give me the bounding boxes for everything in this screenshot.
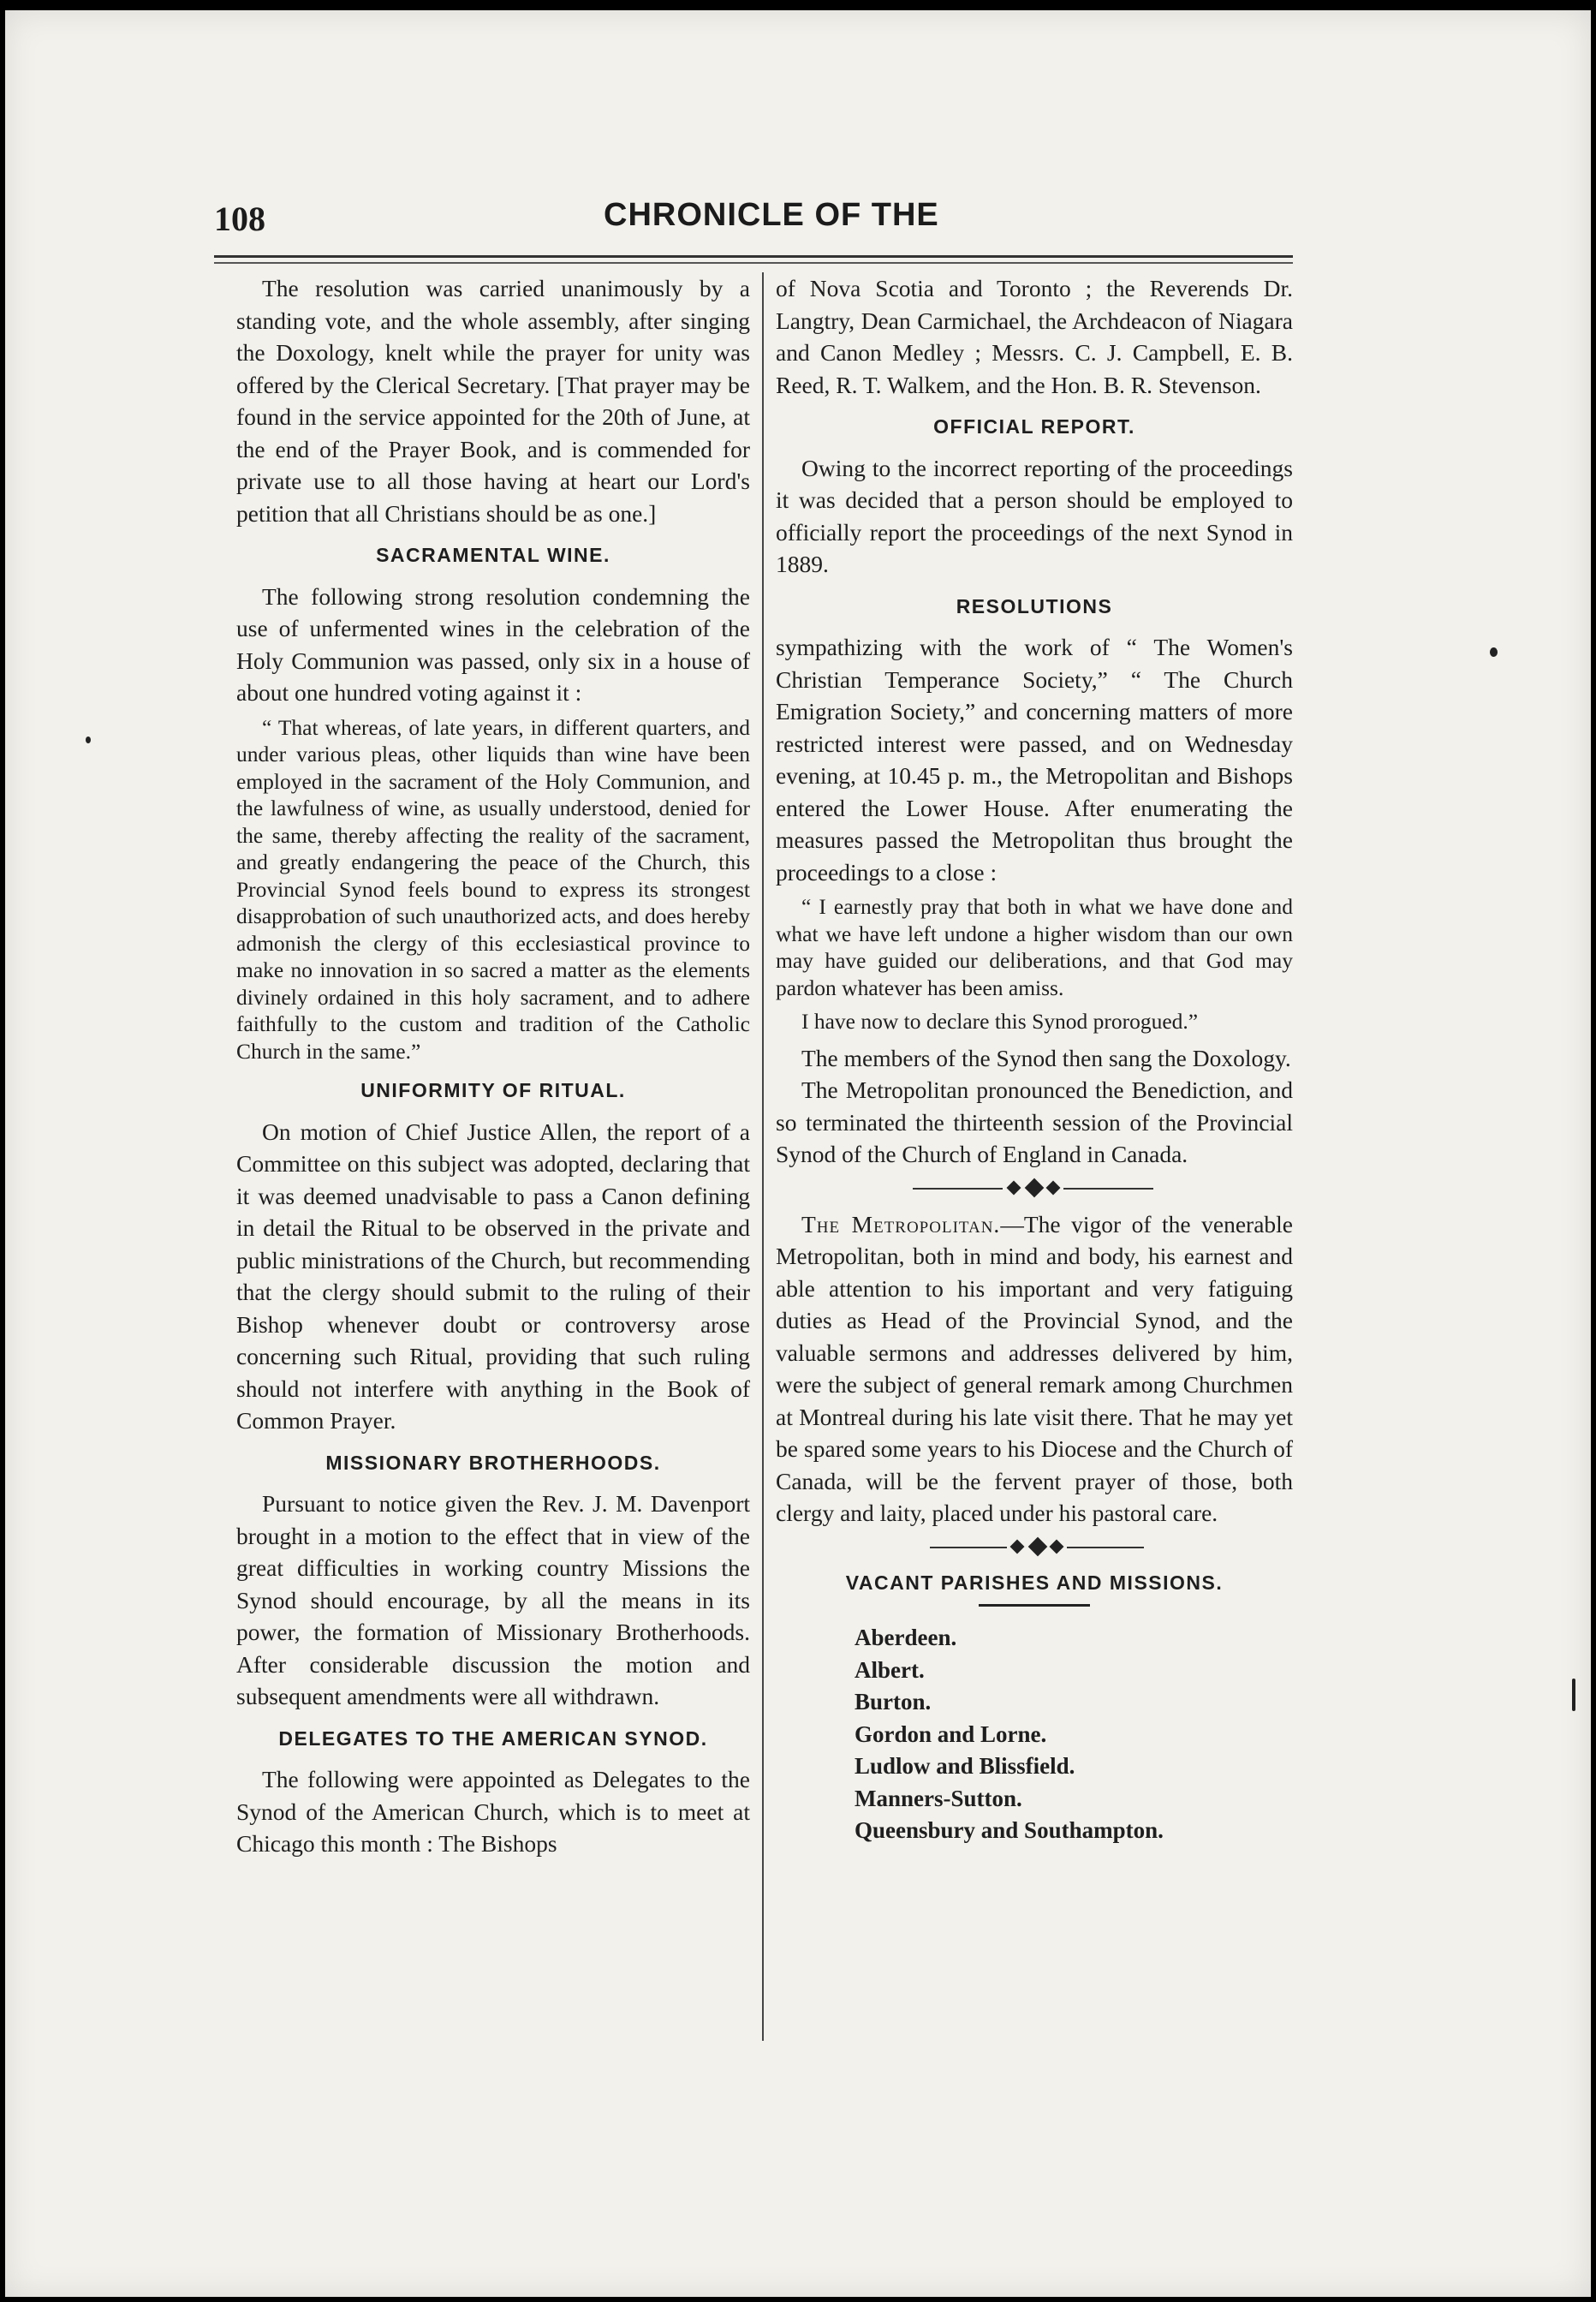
running-head: CHRONICLE OF THE <box>604 197 939 233</box>
list-item: Aberdeen. <box>855 1625 957 1650</box>
paragraph: of Nova Scotia and Toronto ; the Reverends Dr. Langtry, Dean Carmichael, the Archdeacon of Niagara and Canon Medley ; Messrs. C. J. Campbell, E. B. Reed, R. T. Walkem, and the Hon. B. R. Stevenson. <box>776 275 1293 398</box>
paragraph: On motion of Chief Justice Allen, the report of a Committee on this subject was adopted, declaring that it was deemed unadvisable to pass a Canon defining in detail the Ritual to be observed in the private and public ministrations of the Church, but recommending that the clergy should submit to the ruling of their Bishop whenever doubt or controversy arose concerning such Ritual, providing that such ruling should not interfere with anything in the Book of Common Prayer. <box>236 1118 750 1434</box>
ornament-diamond <box>1025 1178 1045 1197</box>
right-column <box>776 272 1293 1847</box>
section-heading: DELEGATES TO THE AMERICAN SYNOD. <box>278 1726 708 1750</box>
paragraph: The members of the Synod then sang the Doxology. <box>801 1044 1291 1071</box>
ornament-line-right <box>1067 1547 1144 1548</box>
page-header <box>214 199 1293 250</box>
ink-speck <box>1572 1679 1575 1711</box>
paragraph: Pursuant to notice given the Rev. J. M. Davenport brought in a motion to the effect that in view of the great difficulties in working country Missions the Synod should encourage, by all the means in its power, the formation of Missionary Brotherhoods. After considerable discussion the motion and subsequent amendments were all withdrawn. <box>236 1490 750 1709</box>
ornament-diamond <box>1007 1180 1021 1195</box>
block-quote: “ That whereas, of late years, in different quarters, and under various pleas, other liquids than wine have been employed in the sacrament of the Holy Communion, and the lawfulness of wine, as usually understood, denied for the same, thereby affecting the reality of the sacrament, and greatly endangering the peace of the Church, this Provincial Synod feels bound to express its strongest disapprobation of such unauthorized acts, and does hereby admonish the clergy of this ecclesiastical province to make no innovation in so sacred a matter as the elements divinely ordained in this holy sacrament, and to adhere faithfully to the custom and tradition of the Catholic Church in the same.” <box>236 714 750 1064</box>
section-heading: SACRAMENTAL WINE. <box>376 544 610 566</box>
section-heading: UNIFORMITY OF RITUAL. <box>360 1079 626 1101</box>
block-quote-end: I have now to declare this Synod prorogued.” <box>801 1009 1199 1034</box>
list-item: Gordon and Lorne. <box>855 1721 1047 1747</box>
section-heading: MISSIONARY BROTHERHOODS. <box>325 1451 661 1474</box>
column-divider <box>762 272 764 2041</box>
paragraph: Owing to the incorrect reporting of the proceedings it was decided that a person should be employed to officially report the proceedings of the next Synod in 1889. <box>776 454 1293 577</box>
ink-speck <box>1490 647 1498 657</box>
list-item: Albert. <box>855 1656 925 1683</box>
paragraph: The following strong resolution condemning the use of unfermented wines in the celebration of the Holy Communion was passed, only six in a house of about one hundred voting against it : <box>236 582 750 706</box>
paragraph: sympathizing with the work of “ The Women's Christian Temperance Society,” “ The Church Emigration Society,” and concerning matters of more restricted interest were passed, and on Wednesday evening, at 10.45 p. m., the Metropolitan and Bishops entered the Lower House. After enumerating the measures passed the Metropolitan thus brought the proceedings to a close : <box>776 634 1293 886</box>
parish-list <box>776 1622 1293 1847</box>
ornament-line-right <box>1063 1188 1153 1190</box>
ornament-diamond <box>1046 1180 1061 1195</box>
paragraph: The Metropolitan pronounced the Benediction, and so terminated the thirteenth session of the Provincial Synod of the Church of England in Canada. <box>776 1076 1293 1167</box>
paragraph: The resolution was carried unanimously by a standing vote, and the whole assembly, after singing the Doxology, knelt while the prayer for unity was offered by the Clerical Secretary. [That prayer may be found in the service appointed for the 20th of June, at the end of the Prayer Book, and is commended for private use to all those having at heart our Lord's petition that all Christians should be as one.] <box>236 275 750 527</box>
ornamental-rule <box>776 1179 1293 1198</box>
paragraph <box>776 1208 1293 1530</box>
ornament-diamond <box>1050 1539 1064 1554</box>
left-column <box>236 272 750 1860</box>
heading-underline <box>979 1604 1090 1607</box>
header-rule <box>214 255 1293 258</box>
block-quote: “ I earnestly pray that both in what we have done and what we have left undone a higher wisdom than our own may have guided our deliberations, and that God may pardon whatever has been amiss. <box>776 894 1293 1000</box>
list-item: Burton. <box>855 1689 932 1715</box>
header-rule-thin <box>214 262 1293 264</box>
page-number: 108 <box>214 200 265 238</box>
ornament-line-left <box>930 1547 1007 1548</box>
list-item: Ludlow and Blissfield. <box>855 1753 1075 1779</box>
section-heading: RESOLUTIONS <box>956 594 1113 617</box>
paragraph-body: —The vigor of the venerable Metropolitan, both in mind and body, his earnest and able attention to his important and very fatiguing duties as Head of the Provincial Synod, and the valuable sermons and addresses delivered by him, were the subject of general remark among Churchmen at Montreal during his late visit there. That he may yet be spared some years to his Diocese and the Church of Canada, will be the fervent prayer of those, both clergy and laity, placed under his pastoral care. <box>776 1210 1293 1526</box>
ornament-diamond <box>1010 1539 1025 1554</box>
paragraph: The following were appointed as Delegates to the Synod of the American Church, which is to meet at Chicago this month : The Bishops <box>236 1766 750 1857</box>
ornamental-rule <box>776 1538 1293 1557</box>
ornament-diamond <box>1028 1536 1048 1556</box>
run-in-heading: The Metropolitan. <box>801 1210 1001 1237</box>
ornament-line-left <box>913 1188 1003 1190</box>
section-heading: OFFICIAL REPORT. <box>933 415 1135 438</box>
ink-speck <box>86 737 91 743</box>
list-item: Queensbury and Southampton. <box>855 1817 1164 1843</box>
section-heading: VACANT PARISHES AND MISSIONS. <box>845 1571 1224 1594</box>
list-item: Manners-Sutton. <box>855 1785 1022 1811</box>
